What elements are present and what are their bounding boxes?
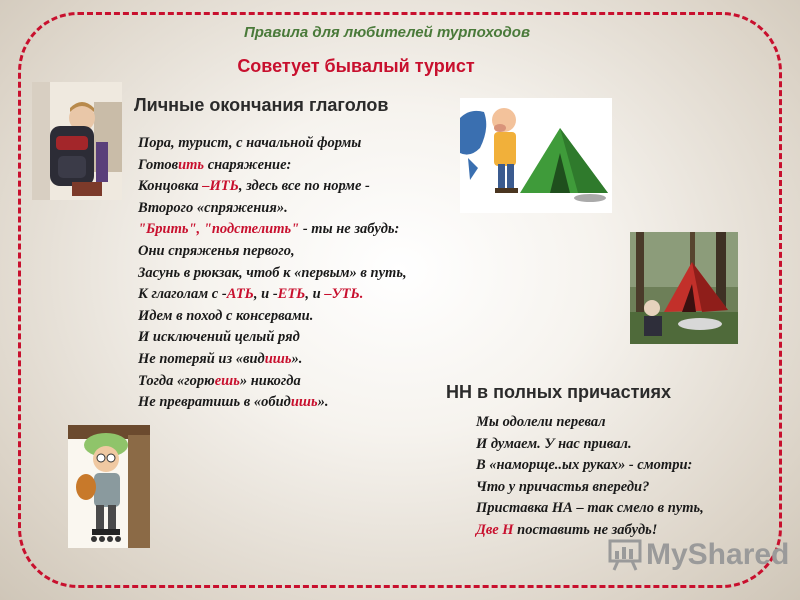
poem-text: Засунь в рюкзак, чтоб к «первым» в путь,	[138, 264, 407, 281]
poem-text: И думаем. У нас привал.	[476, 435, 632, 452]
highlighted-ending: ешь	[214, 372, 240, 389]
poem-line	[138, 219, 407, 241]
poem-line	[138, 198, 407, 220]
poem-line	[138, 263, 407, 285]
poem-line	[138, 349, 407, 371]
child-backpack-image	[32, 82, 122, 200]
poem-text: Идем в поход с консервами.	[138, 307, 314, 324]
poem-text: И исключений целый ряд	[138, 329, 300, 346]
highlighted-ending: ЕТЬ	[277, 286, 306, 303]
highlighted-ending: Две Н	[476, 521, 514, 538]
poem-text: ».	[291, 350, 303, 367]
section-heading-verbs: Личные окончания глаголов	[134, 95, 389, 115]
poem-text: - ты не забудь:	[299, 221, 400, 238]
poem-text: Концовка	[138, 178, 203, 195]
highlighted-ending: ишь	[290, 394, 318, 411]
poem-text: В «наморще..ых руках» - смотри:	[476, 457, 693, 474]
poem-text: , и -	[253, 286, 278, 303]
poem-text: » никогда	[239, 372, 301, 389]
poem-line	[476, 477, 704, 499]
poem-text: Второго «спряжения».	[138, 199, 288, 216]
poem-line	[138, 176, 407, 198]
poem-text: Приставка НА – так смело в путь,	[476, 500, 704, 517]
myshared-logo	[608, 538, 789, 572]
poem-line	[138, 284, 407, 306]
poem-text: Они спряженья первого,	[138, 242, 295, 259]
poem-line	[138, 371, 407, 393]
poem-line	[476, 412, 704, 434]
cartoon-tourist-tent-image	[460, 98, 612, 213]
poem-line	[138, 241, 407, 263]
poem-text: снаряжение:	[204, 156, 292, 173]
poem-line	[138, 306, 407, 328]
poem-text: Не потеряй из «вид	[138, 350, 265, 367]
poem-text: Готов	[138, 156, 179, 173]
highlighted-ending: –ИТЬ	[202, 178, 239, 195]
forest-tent-photo	[630, 232, 738, 344]
poem-line	[138, 133, 407, 155]
poem-participles	[476, 412, 704, 542]
poem-line	[138, 155, 407, 177]
poem-text: поставить не забудь!	[513, 521, 658, 538]
poem-line	[476, 455, 704, 477]
page-title: Правила для любителей турпоходов	[243, 24, 531, 41]
poem-text: Мы одолели перевал	[476, 414, 606, 430]
cartoon-hiker-image	[68, 425, 150, 548]
poem-text: Что у причастья впереди?	[476, 478, 650, 495]
presentation-board-icon	[608, 539, 642, 571]
poem-text: Тогда «горю	[138, 372, 215, 389]
section-heading-participles: НН в полных причастиях	[446, 382, 671, 402]
poem-text: , здесь все по норме -	[238, 178, 370, 195]
poem-line	[138, 392, 407, 414]
poem-line	[476, 498, 704, 520]
highlighted-ending: "Брить", "подстелить"	[138, 221, 300, 238]
poem-text: Не превратишь в «обид	[138, 394, 291, 411]
poem-text: ».	[317, 394, 329, 411]
poem-text: , и	[305, 286, 325, 303]
highlighted-ending: –УТЬ.	[324, 286, 364, 303]
page-subtitle: Советует бывалый турист	[237, 56, 475, 76]
logo-text: MyShared	[646, 538, 790, 571]
highlighted-ending: ишь	[264, 350, 292, 367]
highlighted-ending: АТЬ	[226, 286, 254, 303]
poem-text: Пора, турист, с начальной формы	[138, 135, 362, 151]
poem-line	[138, 327, 407, 349]
poem-text: К глаголам с -	[138, 286, 227, 303]
poem-verb-endings	[138, 133, 407, 414]
highlighted-ending: ить	[178, 156, 205, 173]
poem-line	[476, 434, 704, 456]
